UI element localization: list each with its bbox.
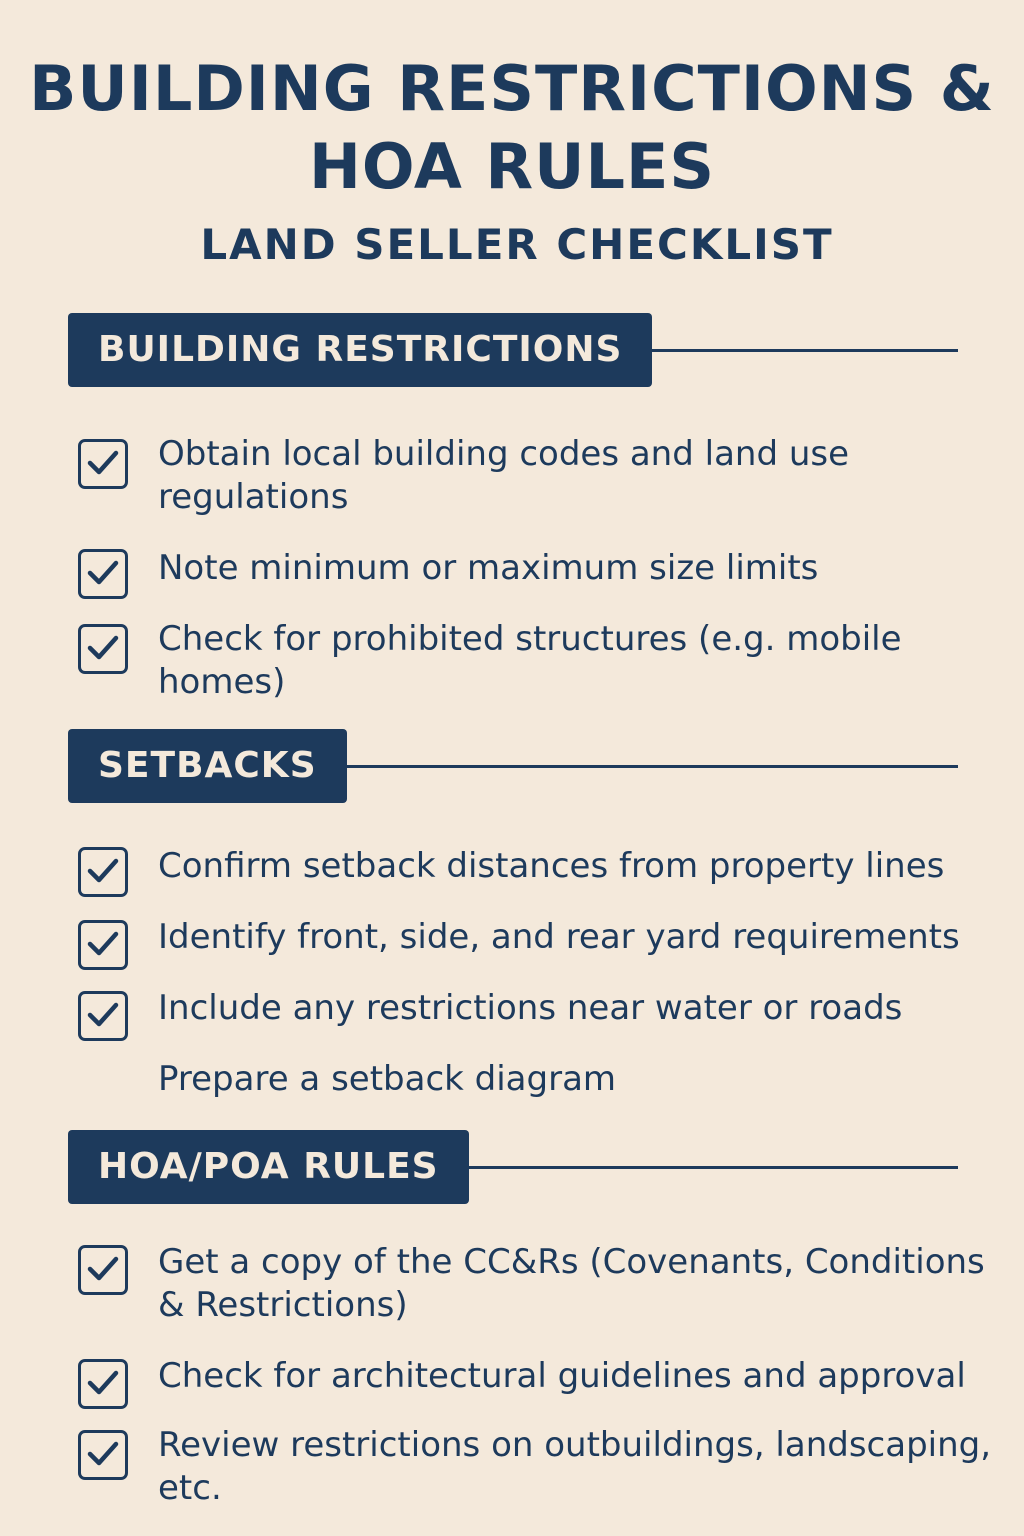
check-icon [87, 1369, 119, 1397]
item-text: Confirm setback distances from property lines [158, 846, 945, 886]
section-setbacks [68, 729, 960, 1099]
section-hoa-poa-rules [68, 1130, 992, 1508]
item-text: Check for architectural guidelines and approval [158, 1356, 966, 1396]
section-label: HOA/POA RULES [68, 1130, 469, 1204]
checkbox-checked[interactable] [78, 920, 128, 970]
check-icon [87, 634, 119, 662]
checkbox-checked[interactable] [78, 439, 128, 489]
section-header [68, 1130, 958, 1204]
section-label: BUILDING RESTRICTIONS [68, 313, 652, 387]
section-divider [336, 765, 958, 768]
section-divider [456, 1166, 958, 1169]
section-header [68, 313, 958, 387]
section-divider [628, 349, 958, 352]
title-line-2: HOA RULES [308, 130, 716, 203]
check-icon [87, 449, 119, 477]
checkbox-checked[interactable] [78, 549, 128, 599]
item-text: Obtain local building codes and land use regulations [158, 434, 850, 517]
check-icon [87, 1255, 119, 1283]
checkbox-checked[interactable] [78, 847, 128, 897]
item-text: Note minimum or maximum size limits [158, 548, 819, 588]
check-icon [87, 559, 119, 587]
checkbox-checked[interactable] [78, 1430, 128, 1480]
check-icon [87, 1440, 119, 1468]
item-text: Prepare a setback diagram [158, 1059, 617, 1099]
item-text: Check for prohibited structures (e.g. mobile homes) [158, 619, 902, 702]
title-line-1: BUILDING RESTRICTIONS & [29, 52, 995, 125]
check-icon [87, 857, 119, 885]
page-title [0, 50, 1024, 206]
item-text: Identify front, side, and rear yard requirements [158, 917, 960, 957]
section-header [68, 729, 958, 803]
check-icon [87, 1001, 119, 1029]
item-text: Get a copy of the CC&Rs (Covenants, Conditions & Restrictions) [158, 1242, 985, 1325]
checkbox-checked[interactable] [78, 624, 128, 674]
checkbox-checked[interactable] [78, 1245, 128, 1295]
page-subtitle: LAND SELLER CHECKLIST [200, 220, 834, 269]
checkbox-checked[interactable] [78, 991, 128, 1041]
checkbox-checked[interactable] [78, 1359, 128, 1409]
item-text: Include any restrictions near water or roads [158, 988, 903, 1028]
check-icon [87, 930, 119, 958]
section-building-restrictions [68, 313, 958, 702]
item-text: Review restrictions on outbuildings, landscaping, etc. [158, 1425, 992, 1508]
section-label: SETBACKS [68, 729, 347, 803]
